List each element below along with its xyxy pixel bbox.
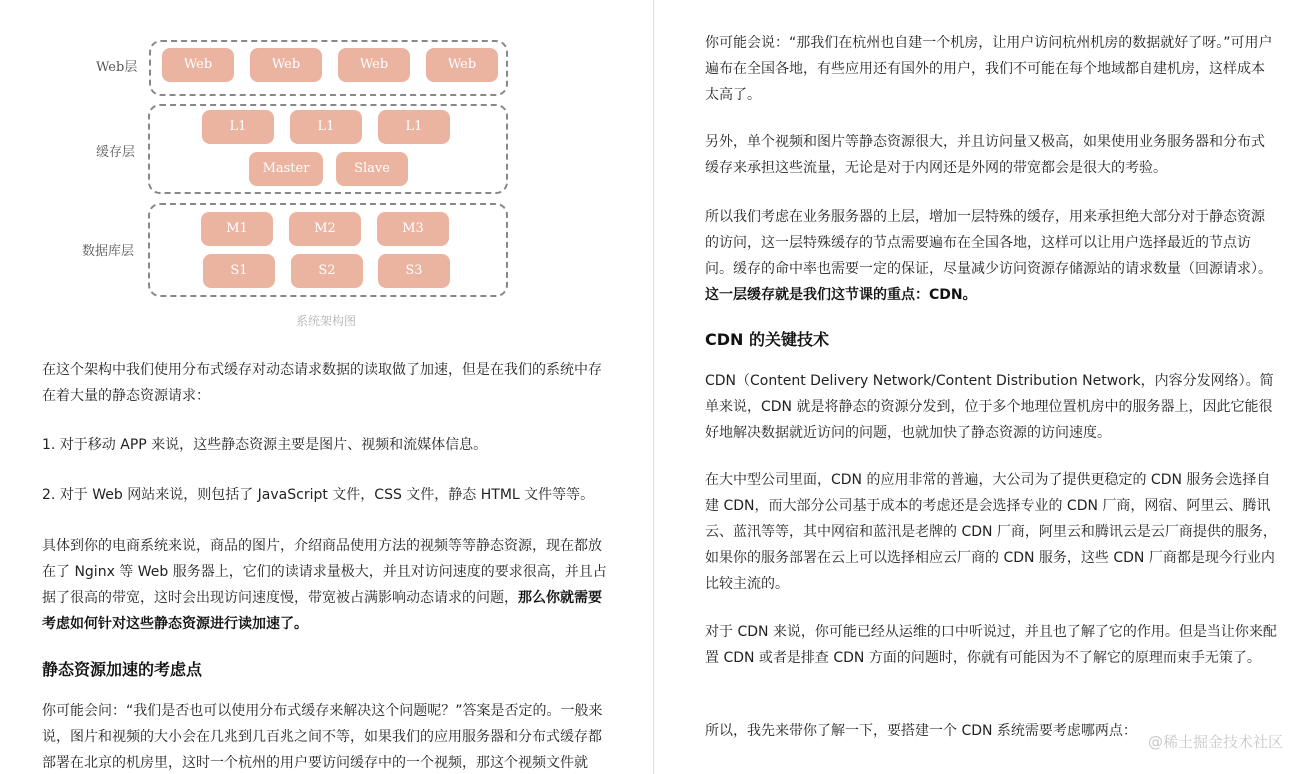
web-node: Web [338,48,410,82]
s-node: S3 [378,254,450,288]
db-layer-label: 数据库层 [82,244,135,259]
right-paragraph-2: 另外，单个视频和图片等静态资源很大，并且访问量又极高，如果使用业务服务器和分布式缓存来承担这些流量，无论是对于内网还是外网的带宽都会是很大的考验。 [705,134,1265,176]
l1-node: L1 [378,110,450,144]
right-paragraph-1: 你可能会说：“那我们在杭州也自建一个机房，让用户访问杭州机房的数据就好了呀。”可用户遍布在全国各地，有些应用还有国外的用户，我们不可能在每个地域都自建机房，这样成本太高了。 [705,35,1273,103]
cache-layer-label: 缓存层 [96,145,136,160]
l1-node: L1 [202,110,274,144]
right-page [655,0,1305,774]
l1-node: L1 [290,110,362,144]
watermark: @稀土掘金技术社区 [1147,733,1283,751]
right-paragraph-3 [705,204,1277,308]
left-page [0,0,652,774]
left-paragraph-1: 在这个架构中我们使用分布式缓存对动态请求数据的读取做了加速，但是在我们的系统中存在着大量的静态资源请求： [42,362,602,404]
right-paragraph-3-text: 所以我们考虑在业务服务器的上层，增加一层特殊的缓存，用来承担绝大部分对于静态资源的访问，这一层特殊缓存的节点需要遍布在全国各地，这样可以让用户选择最近的节点访问。缓存的命中率也需要一定的保证，尽量减少访问资源存储源站的请求数量（回源请求）。 [705,209,1272,277]
page-divider [653,0,654,774]
right-paragraph-4: CDN（Content Delivery Network/Content Distribution Network，内容分发网络）。简单来说，CDN 就是将静态的资源分发到，位于多个地理位置机房中的服务器上，因此它能很好地解决数据就近访问的问题，也就加快了静态资源的访问速度。 [705,373,1274,441]
master-node: Master [249,152,323,186]
right-paragraph-7: 所以，我先来带你了解一下，要搭建一个 CDN 系统需要考虑哪两点： [705,723,1137,739]
web-node: Web [162,48,234,82]
web-node: Web [426,48,498,82]
left-paragraph-3: 2. 对于 Web 网站来说，则包括了 JavaScript 文件，CSS 文件，静态 HTML 文件等等。 [42,487,595,503]
left-paragraph-5: 你可能会问：“我们是否也可以使用分布式缓存来解决这个问题呢？”答案是否定的。一般来说，图片和视频的大小会在几兆到几百兆之间不等，如果我们的应用服务器和分布式缓存都部署在北京的机房里，这时一个杭州的用户要访问缓存中的一个视频，那这个视频文件就 [42,703,603,771]
left-paragraph-4 [42,533,614,637]
diagram-caption: 系统架构图 [296,314,357,328]
web-node: Web [250,48,322,82]
right-paragraph-5: 在大中型公司里面，CDN 的应用非常的普遍，大公司为了提供更稳定的 CDN 服务会选择自建 CDN，而大部分公司基于成本的考虑还是会选择专业的 CDN 厂商，网宿、阿里云、腾讯云、蓝汛等等，其中网宿和蓝汛是老牌的 CDN 厂商，阿里云和腾讯云是云厂商提供的服务，如果你的服务部署在云上可以选择相应云厂商的 CDN 服务，这些 CDN 厂商都是现今行业内比较主流的。 [705,472,1277,592]
left-paragraph-4-bold: 那么你就需要考虑如何针对这些静态资源进行读加速了。 [42,590,602,632]
right-heading: CDN 的关键技术 [705,330,829,349]
m-node: M1 [201,212,273,246]
left-paragraph-4-text: 具体到你的电商系统来说，商品的图片，介绍商品使用方法的视频等等静态资源，现在都放在了 Nginx 等 Web 服务器上，它们的读请求量极大，并且对访问速度的要求很高，并且占据了很高的带宽，这时会出现访问速度慢，带宽被占满影响动态请求的问题， [42,538,607,606]
web-layer-label: Web层 [96,60,138,75]
left-heading: 静态资源加速的考虑点 [42,660,203,679]
m-node: M3 [377,212,449,246]
s-node: S1 [203,254,275,288]
right-paragraph-6: 对于 CDN 来说，你可能已经从运维的口中听说过，并且也了解了它的作用。但是当让你来配置 CDN 或者是排查 CDN 方面的问题时，你就有可能因为不了解它的原理而束手无策了。 [705,624,1277,666]
right-paragraph-3-bold: 这一层缓存就是我们这节课的重点：CDN。 [705,287,977,303]
m-node: M2 [289,212,361,246]
left-paragraph-2: 1. 对于移动 APP 来说，这些静态资源主要是图片、视频和流媒体信息。 [42,437,488,453]
s-node: S2 [291,254,363,288]
slave-node: Slave [336,152,408,186]
